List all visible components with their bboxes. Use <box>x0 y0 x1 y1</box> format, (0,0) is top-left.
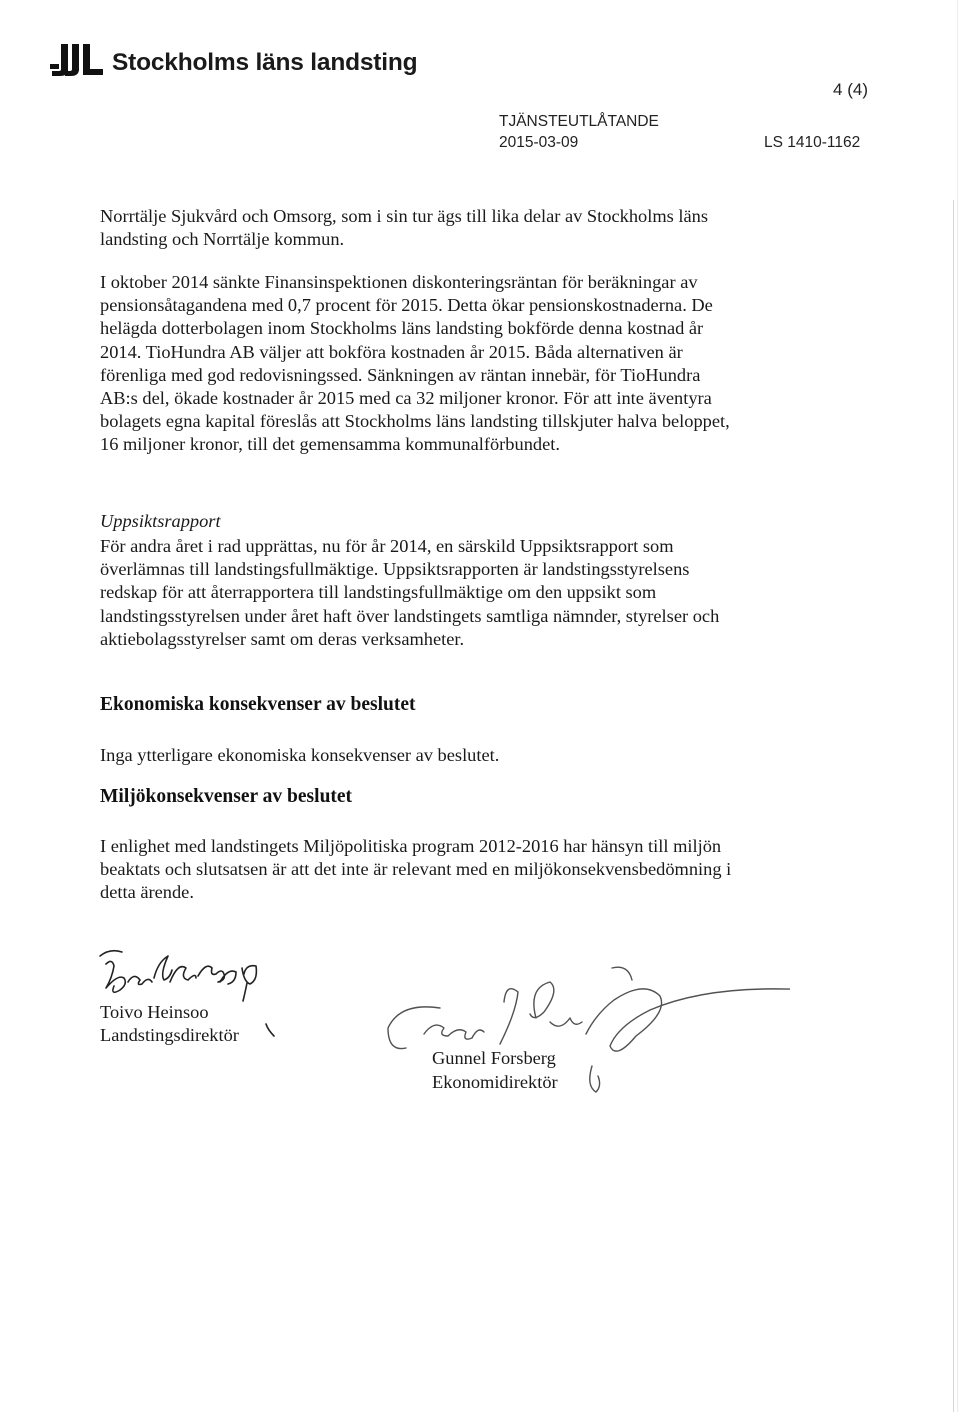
paragraph-environmental-consequences: I enlighet med landstingets Miljöpolitiska program 2012-2016 har hänsyn till miljön beaktats och slutsatsen är att det inte är relevant med en miljökonsekvensbedömning i detta ärende. <box>100 836 732 903</box>
document-type: TJÄNSTEUTLÅTANDE <box>499 113 659 130</box>
signatory-name-2: Gunnel Forsberg <box>432 1048 556 1068</box>
paragraph-economic-consequences: Inga ytterligare ekonomiska konsekvenser av beslutet. <box>100 745 500 765</box>
paragraph-oversight-report: För andra året i rad upprättas, nu för år 2014, en särskild Uppsiktsrapport som överlämnas till landstingsfullmäktige. Uppsiktsrapporten är landstingsstyrelsens redskap för att återrapportera till landstingsfullmäktige om den uppsikt som landstingsstyrelsen under året haft över landstingets samtliga nämnder, styrelser och aktiebolagsstyrelser samt om deras verksamheter. <box>100 536 720 649</box>
paragraph-pension-costs: I oktober 2014 sänkte Finansinspektionen diskonteringsräntan för beräkningar av pensionsåtagandena med 0,7 procent för 2015. Detta ökar pensionskostnaderna. De helägda dotterbolagen inom Stockholms läns landsting bokförde denna kostnad år 2014. TioHundra AB väljer att bokföra kostnaden år 2015. Båda alternativen är förenliga med god redovisningssed. Sänkningen av räntan innebär, för TioHundra AB:s del, ökade kostnader år 2015 med ca 32 miljoner kronor. För att inte äventyra bolagets egna kapital föreslås att Stockholms läns landsting tillskjuter halva beloppet, 16 miljoner kronor, till det gemensamma kommunalförbundet. <box>100 272 730 455</box>
heading-economic-consequences: Ekonomiska konsekvenser av beslutet <box>100 694 416 715</box>
scan-edge-line <box>953 200 954 1412</box>
paragraph-ownership: Norrtälje Sjukvård och Omsorg, som i sin tur ägs till lika delar av Stockholms läns landsting och Norrtälje kommun. <box>100 206 709 250</box>
document-reference: LS 1410-1162 <box>764 134 861 151</box>
document-date: 2015-03-09 <box>499 134 579 151</box>
signatory-title-2: Ekonomidirektör <box>432 1072 558 1092</box>
organization-name: Stockholms läns landsting <box>112 49 418 76</box>
heading-environmental-consequences: Miljökonsekvenser av beslutet <box>100 786 353 807</box>
page-number: 4 (4) <box>833 80 868 99</box>
signatory-title-1: Landstingsdirektör <box>100 1025 239 1045</box>
sll-logo-icon <box>48 40 106 80</box>
signatory-name-1: Toivo Heinsoo <box>100 1002 209 1022</box>
scan-edge-line-outer <box>957 0 958 1412</box>
subheading-oversight-report: Uppsiktsrapport <box>100 511 221 531</box>
letterhead <box>48 40 417 80</box>
